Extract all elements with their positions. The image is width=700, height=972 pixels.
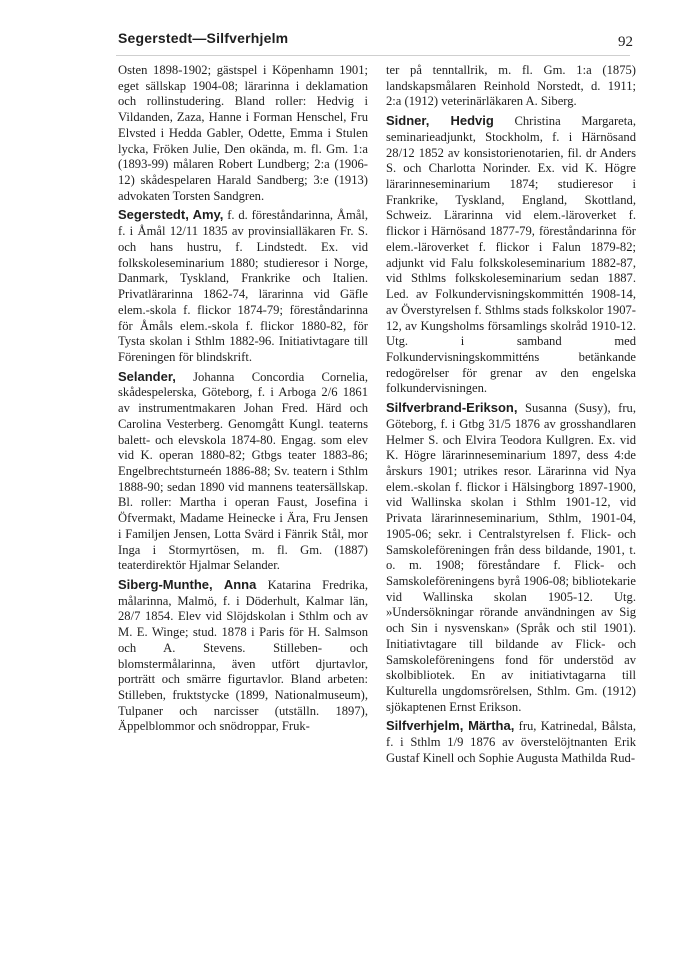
entry-headword: Selander, <box>118 368 176 384</box>
left-column <box>118 63 368 735</box>
entry-body: Johanna Concordia Cornelia, skådespelerska, Göteborg, f. i Arboga 2/6 1861 av instrumentmakaren Johan Fred. Härd och Carolina Vesterberg. Genomgått Kungl. teaterns balett- och elevskola 1874-80. Engag. som elev vid K. operan 1880-82; Gtbgs teater 1883-86; Engelbrechtsturneén 1886-88; Sv. teatern i Sthlm 1888-90; sedan 1890 vid mannens teatersällskap. Bl. roller: Martha i operan Faust, Josefina i Öfvermakt, Madame Heinecke i Ära, Fru Jensen i Familjen Jensen, Lotta Svärd i Fänrik Stål, mor Inga i Stormyrtösen, m. fl. Gm. (1887) teaterdirektör Hjalmar Selander. <box>118 369 368 573</box>
entry-siberg-munthe <box>118 577 368 735</box>
entry-headword: Sidner, Hedvig <box>386 113 494 129</box>
entry-segerstedt <box>118 207 368 365</box>
entry-body: Katarina Fredrika, målarinna, Malmö, f. i Döderhult, Kalmar län, 28/7 1854. Elev vid Slöjdskolan i Sthlm och av M. E. Winge; stud. 1878 i Paris för H. Salmson och A. Stevens. Stilleben- och blomstermålarinna, även utfört djurtavlor, porträtt och smärre figurtavlor. Bland arbeten: Stilleben, fruktstycke (1899, Nationalmuseum), Tulpaner och narcisser (utställn. 1897), Äppelblommor och snödroppar, Fruk- <box>118 578 368 734</box>
running-head: Segerstedt—Silfverhjelm <box>118 30 289 46</box>
entry-continuation-text <box>386 63 636 110</box>
entry-selander <box>118 369 368 574</box>
entry-body: f. d. föreståndarinna, Åmål, f. i Åmål 12/11 1835 av provinsialläkaren Fr. S. och hans hustru, f. Lindstedt. Ex. vid folkskoleseminarium 1880; studieresor i Norge, Danmark, Tyskland, Frankrike och Italien. Privatlärarinna 1862-74, lärarinna vid Gäfle elem.-skola f. flickor 1874-79; föreståndarinna för Åmåls elem.-skola f. flickor 1880-82, för Tysta skolan i Sthlm 1882-96. Initiativtagare till Föreningen för blindskrift. <box>118 208 368 364</box>
right-column <box>386 63 636 767</box>
entry-body: ter på tenntallrik, m. fl. Gm. 1:a (1875) landskapsmålaren Reinhold Norstedt, d. 1911; 2:a (1912) veterinärläkaren A. Siberg. <box>386 63 636 109</box>
entry-headword: Silfverbrand-Erikson, <box>386 400 518 416</box>
header-rule <box>116 55 630 56</box>
entry-headword: Segerstedt, Amy, <box>118 207 224 223</box>
entry-headword: Silfverhjelm, Märtha, <box>386 718 515 734</box>
entry-body: Christina Margareta, seminarieadjunkt, Stockholm, f. i Härnösand 28/12 1852 av konsistorienotarien, fil. dr Anders S. och Charlotta Norinder. Ex. vid K. Högre lärarinneseminarium 1874; studieresor i Frankrike, Tyskland, England, Skottland, Schweiz. Lärarinna vid elem.-läroverket f. flickor i Härnösand 1877-79, föreståndarinna för elem.-läroverket f. flickor i Falun 1879-82; adjunkt vid Falu folkskoleseminarium 1882-87, vid Sthlms folkskoleseminarium sedan 1887. Led. av Folkundervisningskommittén 1908-14, av Överstyrelsen f. Sthlms stads folkskolor 1907-12, av Kungsholms församlings skolråd 1910-12. Utg. i samband med Folkundervisningskommitténs betänkande redogörelser för grenar av den engelska folkundervisningen. <box>386 114 636 396</box>
entry-body: Susanna (Susy), fru, Göteborg, f. i Gtbg 31/5 1876 av grosshandlaren Helmer S. och Elvira Teodora Kullgren. Ex. vid K. Högre lärarinneseminarium 1897, dess 4:de årskurs 1901; utrikes resor. Lärarinna vid Nya elem.-skolan f. flickor i Hälsingborg 1897-1900, vid Wallinska skolan i Sthlm 1901-12, vid Privata lärarinneseminarium, Sthlm, 1901-04, 1905-06; sekr. i Centralstyrelsen f. Flick- och Samskoleföreningen från dess bildande, 1901, t. o. m. 1908; föreståndare f. Flick- och Samskoleföreningens byrå 1906-08; bibliotekarie vid Wallinska skolan 1905-12. Utg. »Undersökningar rörande användningen av Sig och Sin i nysvenskan» (Språk och stil 1901). Initiativtagare till bildande av Flick- och Samskoleföreningens fond för understöd av skolbibliotek. En av initiativtagarna till Kulturella ungdomsrörelsen, Sthlm. Gm. (1912) sjökaptenen Ernst Erikson. <box>386 401 636 714</box>
entry-silfverhjelm <box>386 718 636 766</box>
entry-body: Osten 1898-1902; gästspel i Köpenhamn 1901; eget sällskap 1904-08; lärarinna i deklamation och rollinstudering. Bland roller: Hedvig i Vildanden, Zaza, Hanne i Forman Henschel, Fru Elvsted i Hedda Gabler, Odette, Emma i Stulen lycka, Fröken Julie, Den okända, m. fl. Gm. 1:a (1893-99) målaren Robert Lundberg; 2:a (1906-12) skådespelaren Harald Sandberg; 3:e (1913) advokaten Torsten Sandgren. <box>118 63 368 203</box>
entry-body: fru, Katrinedal, Bålsta, f. i Sthlm 1/9 1876 av överstelöjtnanten Erik Gustaf Kinell och Sophie Augusta Mathilda Rud- <box>386 719 636 765</box>
page-number: 92 <box>618 34 633 50</box>
entry-silfverbrand-erikson <box>386 400 636 715</box>
entry-continuation-text <box>118 63 368 204</box>
entry-sidner <box>386 113 636 397</box>
entry-headword: Siberg-Munthe, Anna <box>118 577 257 592</box>
